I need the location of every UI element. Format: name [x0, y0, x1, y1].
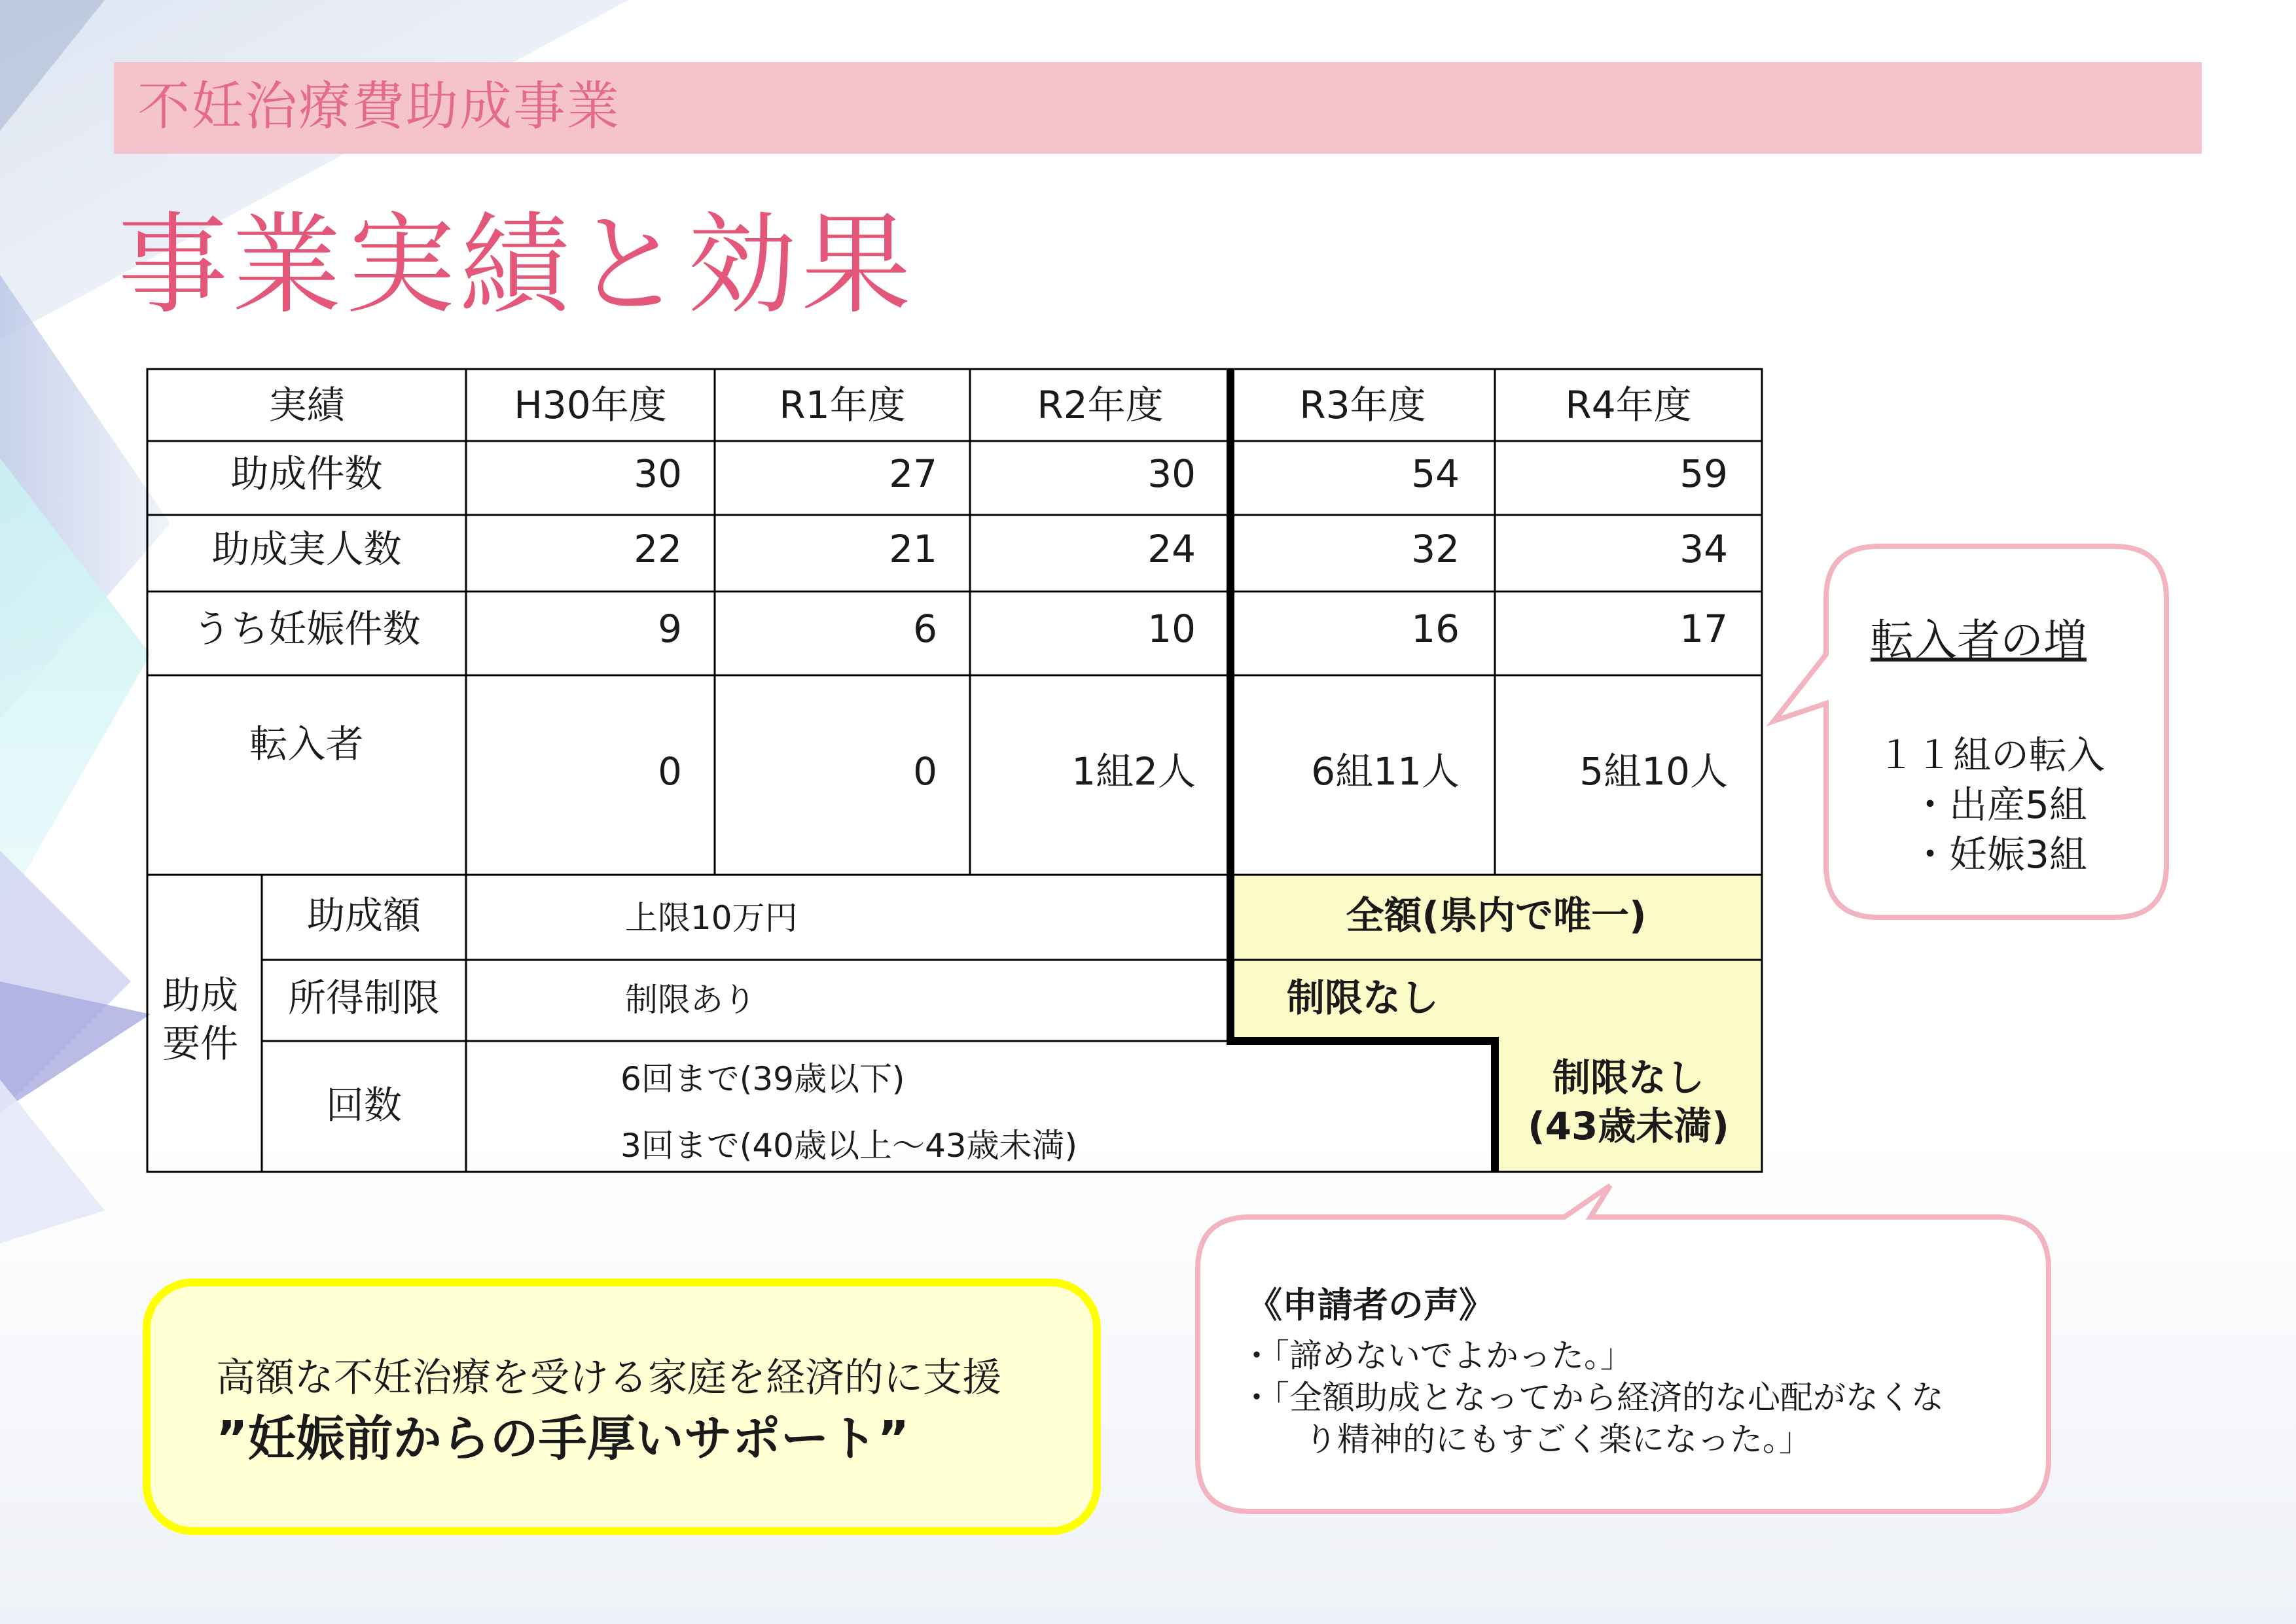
table-cell: 22 — [634, 527, 682, 571]
table-cell: 24 — [1147, 527, 1196, 571]
table-header-cell: 実績 — [268, 383, 345, 427]
voices-item: ・「全額助成となってから経済的な心配がなくな — [1240, 1379, 1944, 1417]
requirements-group-label: 要件 — [162, 1021, 239, 1066]
table-header-cell: H30年度 — [514, 383, 667, 427]
requirement-label: 所得制限 — [287, 976, 440, 1020]
table-cell: 30 — [634, 451, 682, 496]
transfer-callout-title: 転入者の増 — [1871, 615, 2087, 665]
table-cell: 17 — [1679, 607, 1728, 651]
table-header-cell: R2年度 — [1037, 383, 1164, 427]
table-cell: 16 — [1411, 607, 1460, 651]
row-label: 助成実人数 — [211, 527, 402, 571]
requirement-before: 上限10万円 — [625, 899, 798, 937]
table-header-cell: R3年度 — [1299, 383, 1426, 427]
table-cell: 5組10人 — [1579, 749, 1728, 794]
requirement-label: 回数 — [325, 1083, 402, 1127]
table-cell: 54 — [1411, 451, 1460, 496]
transfer-callout-line: ・出産5組 — [1911, 783, 2087, 827]
summary-emphasis: ”妊娠前からの手厚いサポート” — [216, 1411, 910, 1467]
requirement-before: 6回まで(39歳以下) — [620, 1060, 905, 1098]
transfer-callout-line: １１組の転入 — [1877, 733, 2106, 777]
table-cell: 9 — [658, 607, 682, 651]
table-cell: 10 — [1147, 607, 1196, 651]
transfer-callout-line: ・妊娠3組 — [1911, 832, 2087, 877]
table-cell: 30 — [1147, 451, 1196, 496]
table-cell: 32 — [1411, 527, 1460, 571]
requirement-after: 制限なし — [1286, 976, 1439, 1020]
requirement-before: 制限あり — [625, 981, 756, 1019]
table-cell: 0 — [658, 749, 682, 794]
voices-item: ・「諦めないでよかった。」 — [1240, 1337, 1633, 1375]
requirement-before: 3回まで(40歳以上～43歳未満) — [620, 1127, 1078, 1165]
voices-title: 《申請者の声》 — [1247, 1284, 1494, 1326]
requirements-group-label: 助成 — [162, 973, 239, 1017]
row-label: 転入者 — [249, 722, 364, 766]
table-cell: 21 — [889, 527, 937, 571]
summary-line: 高額な不妊治療を受ける家庭を経済的に支援 — [216, 1355, 1001, 1401]
table-cell: 0 — [913, 749, 937, 794]
table-cell: 34 — [1679, 527, 1728, 571]
voices-item: り精神的にもすごく楽になった。」 — [1304, 1421, 1812, 1458]
requirement-after: (43歳未満) — [1528, 1104, 1729, 1148]
table-cell: 6 — [913, 607, 937, 651]
requirement-after: 全額(県内で唯一) — [1346, 893, 1647, 938]
header-title: 不妊治療費助成事業 — [137, 76, 620, 137]
table-header-cell: R4年度 — [1565, 383, 1692, 427]
requirement-label: 助成額 — [306, 893, 421, 938]
row-label: うち妊娠件数 — [192, 607, 421, 651]
requirement-after: 制限なし — [1552, 1055, 1704, 1100]
table-cell: 1組2人 — [1071, 749, 1196, 794]
row-label: 助成件数 — [230, 451, 383, 496]
table-cell: 59 — [1679, 451, 1728, 496]
table-header-cell: R1年度 — [779, 383, 906, 427]
table-cell: 6組11人 — [1311, 749, 1460, 794]
page-title: 事業実績と効果 — [118, 201, 915, 329]
table-cell: 27 — [889, 451, 937, 496]
